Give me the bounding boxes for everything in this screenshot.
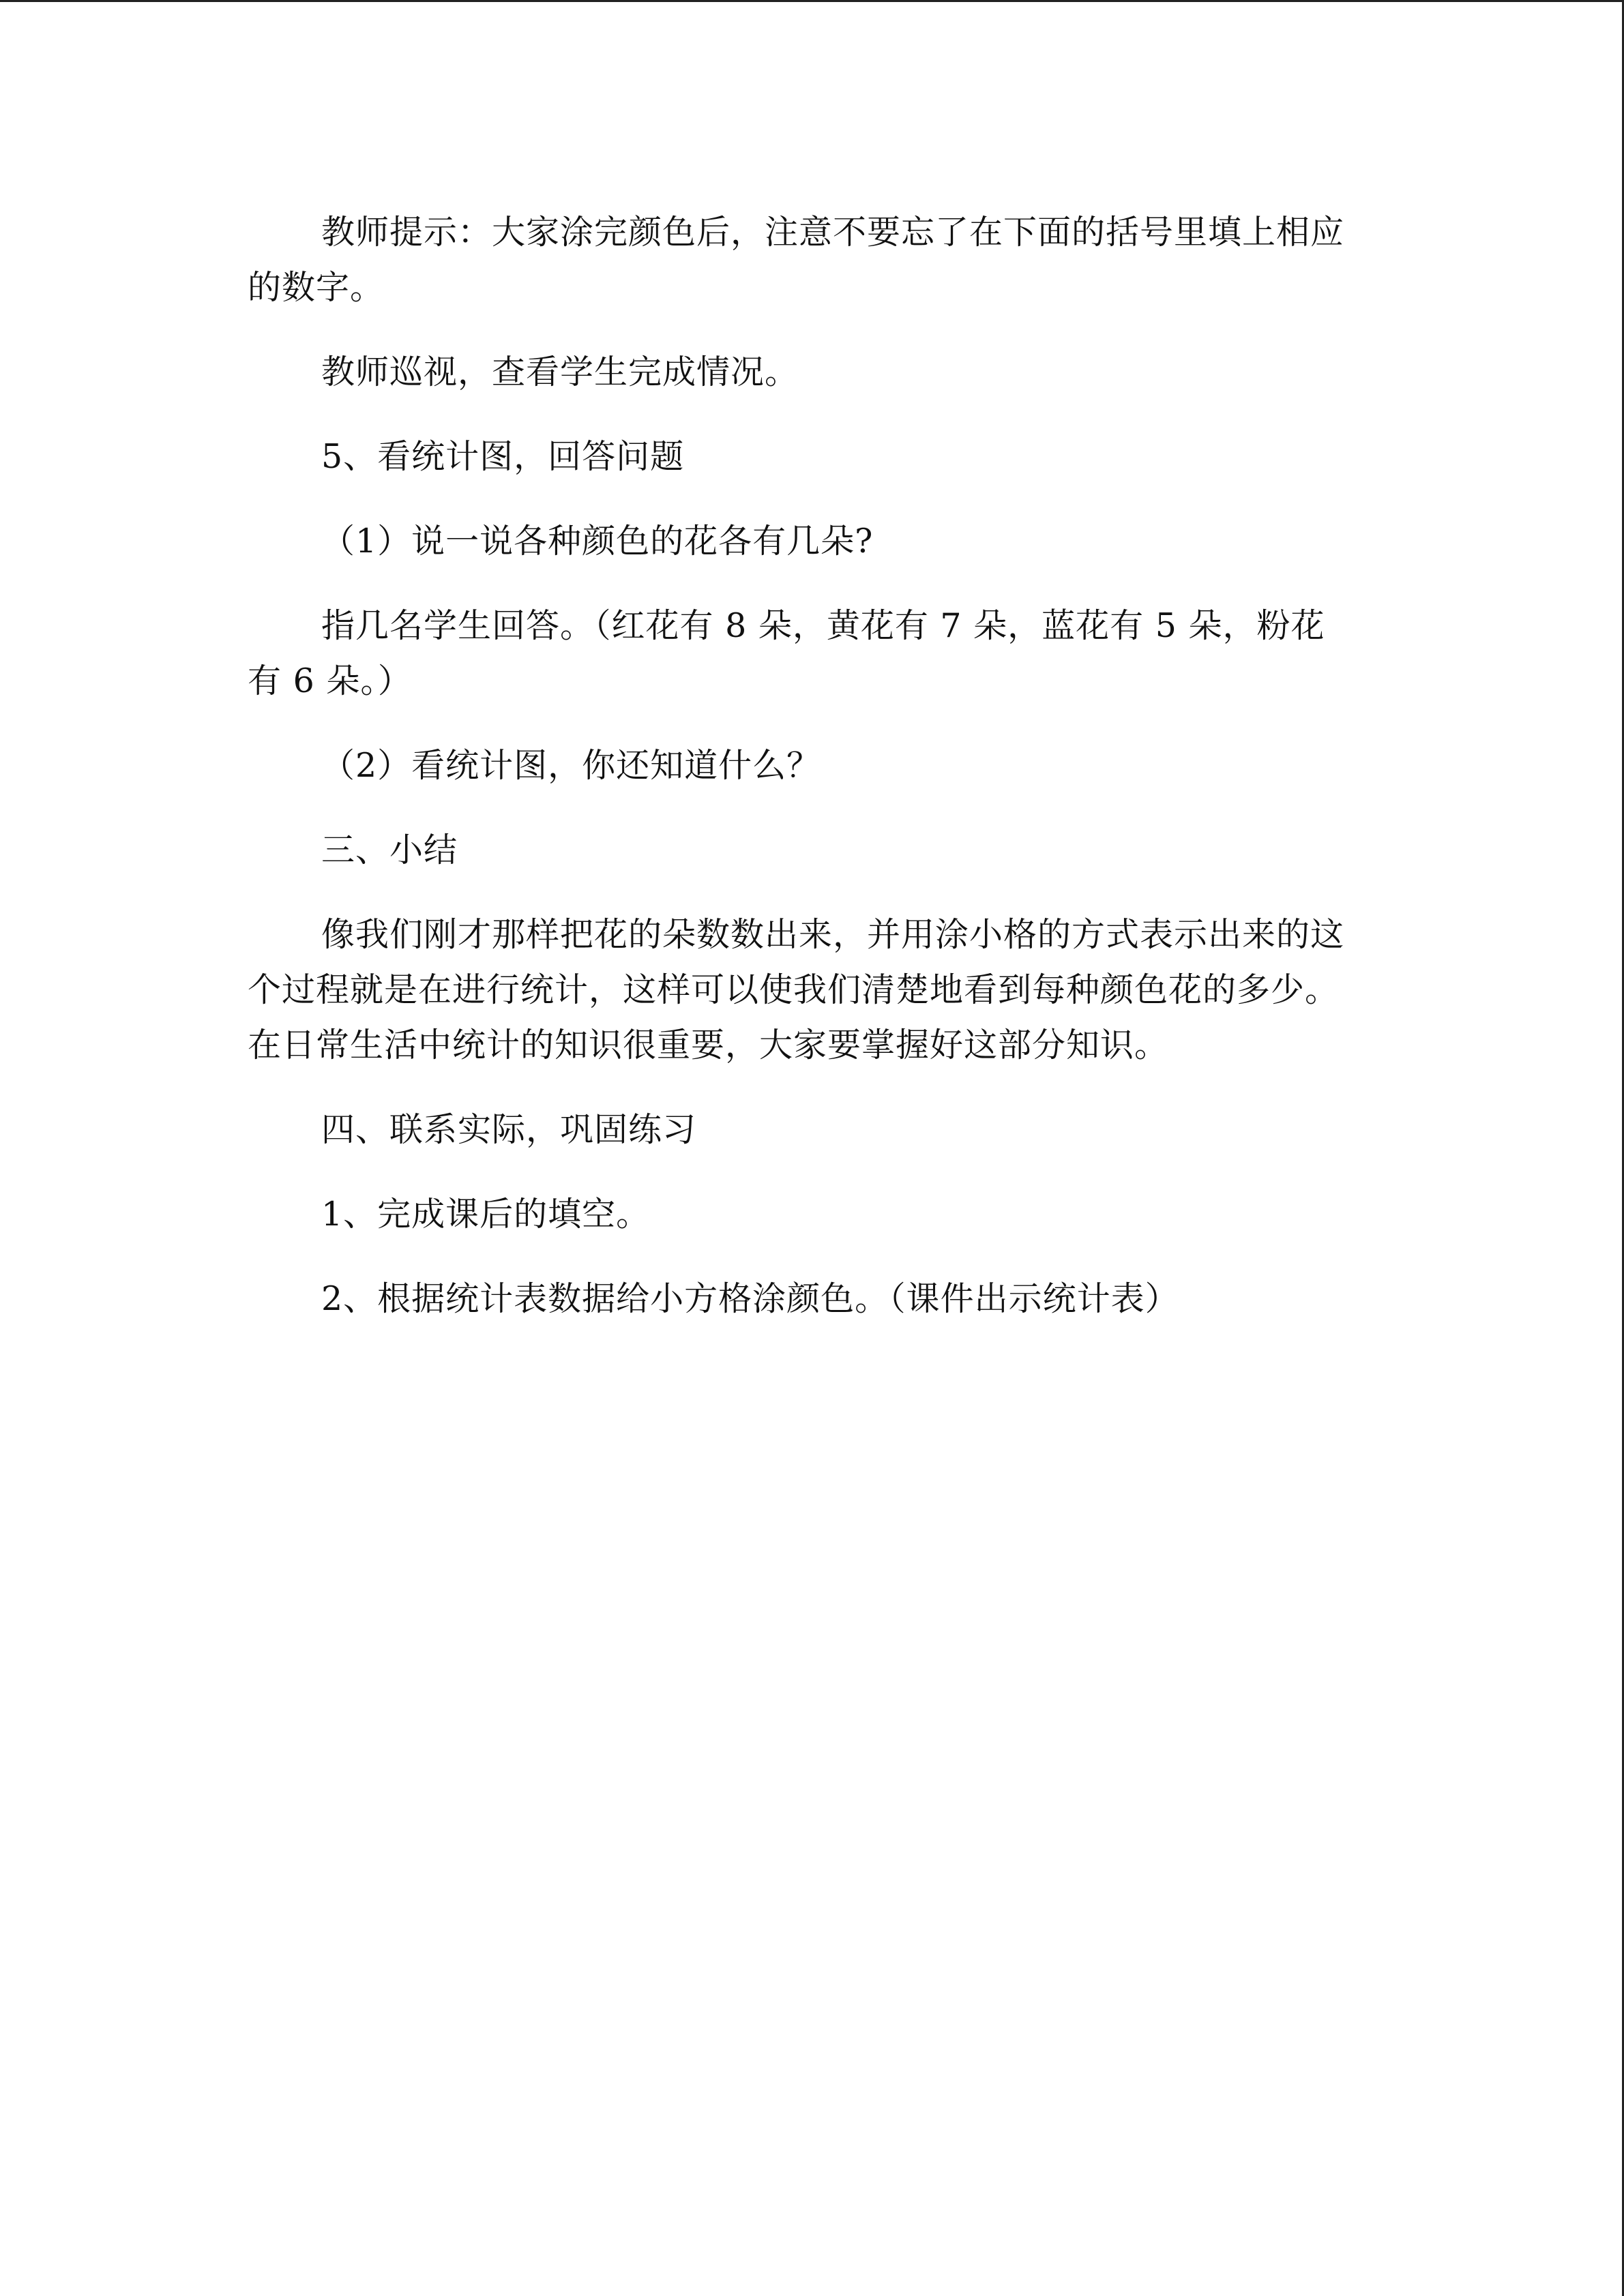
- paragraph-teacher-patrol: 教师巡视，查看学生完成情况。: [321, 353, 799, 391]
- practice-item-1: 1、完成课后的填空。: [321, 1195, 651, 1234]
- document-body: [248, 205, 1353, 1356]
- paragraph-teacher-tip: 教师提示：大家涂完颜色后，注意不要忘了在下面的括号里填上相应的数字。: [248, 213, 1345, 307]
- paragraph-summary: 像我们刚才那样把花的朵数数出来，并用涂小格的方式表示出来的这个过程就是在进行统计，这样可以使我们清楚地看到每种颜色花的多少。在日常生活中统计的知识很重要，大家要掌握好这部分知识。: [248, 915, 1345, 1064]
- paragraph-student-answer: 指几名学生回答。（红花有 8 朵，黄花有 7 朵，蓝花有 5 朵，粉花有 6 朵。）: [248, 606, 1325, 700]
- section-heading-read-chart: 5、看统计图，回答问题: [321, 437, 685, 476]
- practice-item-2: 2、根据统计表数据给小方格涂颜色。（课件出示统计表）: [321, 1279, 1179, 1318]
- question-2: （2）看统计图，你还知道什么？: [321, 746, 821, 785]
- section-heading-practice: 四、联系实际，巩固练习: [321, 1110, 697, 1149]
- question-1: （1）说一说各种颜色的花各有几朵?: [321, 522, 874, 561]
- section-heading-summary: 三、小结: [321, 831, 458, 869]
